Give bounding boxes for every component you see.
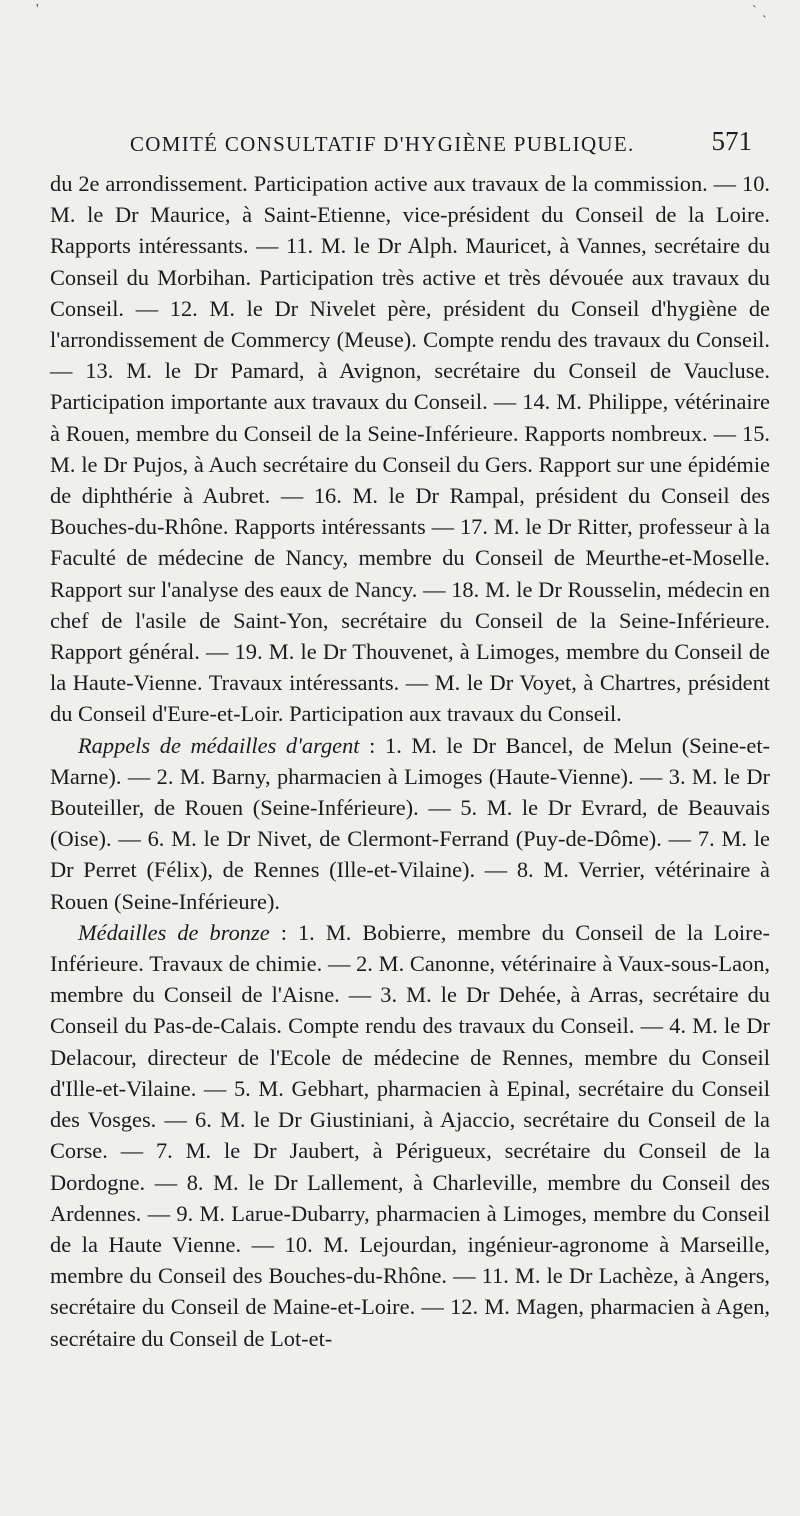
print-speck: ` [762, 14, 767, 29]
running-header [80, 124, 752, 164]
paragraph-lead: Rappels de médailles d'argent [78, 732, 360, 758]
paragraph-bronze-medals [50, 917, 770, 1354]
paragraph-lead: Médailles de bronze [78, 919, 270, 945]
paragraph-text: : 1. M. le Dr Bancel, de Melun (Seine-et-Marne). — 2. M. Barny, pharmacien à Limoges (Haute-Vienne). — 3. M. le Dr Bouteiller, de Rouen (Seine-Inférieure). — 5. M. le Dr Evrard, de Beauvais (Oise). — 6. M. le Dr Nivet, de Clermont-Ferrand (Puy-de-Dôme). — 7. M. le Dr Perret (Félix), de Rennes (Ille-et-Vilaine). — 8. M. Verrier, vétérinaire à Rouen (Seine-Inférieure). [50, 732, 770, 914]
running-title: COMITÉ CONSULTATIF D'HYGIÈNE PUBLIQUE. [130, 132, 635, 156]
paragraph-text: du 2e arrondissement. Participation active aux travaux de la commission. — 10. M. le Dr Maurice, à Saint-Etienne, vice-président du Conseil de la Loire. Rapports intéressants. — 11. M. le Dr Alph. Mauricet, à Vannes, secrétaire du Conseil du Morbihan. Participation très active et très dévouée aux travaux du Conseil. — 12. M. le Dr Nivelet père, président du Conseil d'hygiène de l'arrondissement de Commercy (Meuse). Compte rendu des travaux du Conseil. — 13. M. le Dr Pamard, à Avignon, secrétaire du Conseil de Vaucluse. Participation importante aux travaux du Conseil. — 14. M. Philippe, vétérinaire à Rouen, membre du Conseil de la Seine-Inférieure. Rapports nombreux. — 15. M. le Dr Pujos, à Auch secrétaire du Conseil du Gers. Rapport sur une épidémie de diphthérie à Aubret. — 16. M. le Dr Rampal, président du Conseil des Bouches-du-Rhône. Rapports intéressants — 17. M. le Dr Ritter, professeur à la Faculté de médecine de Nancy, membre du Conseil de Meurthe-et-Moselle. Rapport sur l'analyse des eaux de Nancy. — 18. M. le Dr Rousselin, médecin en chef de l'asile de Saint-Yon, secrétaire du Conseil de la Seine-Inférieure. Rapport général. — 19. M. le Dr Thouvenet, à Limoges, membre du Conseil de la Haute-Vienne. Travaux intéressants. — M. le Dr Voyet, à Chartres, président du Conseil d'Eure-et-Loir. Participation aux travaux du Conseil. [50, 171, 770, 727]
paragraph-silver-medal-recalls [50, 730, 770, 917]
paragraph-awards-continued [50, 168, 770, 730]
paragraph-text: : 1. M. Bobierre, membre du Conseil de la Loire-Inférieure. Travaux de chimie. — 2. M. Canonne, vétérinaire à Vaux-sous-Laon, membre du Conseil de l'Aisne. — 3. M. le Dr Dehée, à Arras, secrétaire du Conseil du Pas-de-Calais. Compte rendu des travaux du Conseil. — 4. M. le Dr Delacour, directeur de l'Ecole de médecine de Rennes, membre du Conseil d'Ille-et-Vilaine. — 5. M. Gebhart, pharmacien à Epinal, secrétaire du Conseil des Vosges. — 6. M. le Dr Giustiniani, à Ajaccio, secrétaire du Conseil de la Corse. — 7. M. le Dr Jaubert, à Périgueux, secrétaire du Conseil de la Dordogne. — 8. M. le Dr Lallement, à Charleville, membre du Conseil des Ardennes. — 9. M. Larue-Dubarry, pharmacien à Limoges, membre du Conseil de la Haute Vienne. — 10. M. Lejourdan, ingénieur-agronome à Marseille, membre du Conseil des Bouches-du-Rhône. — 11. M. le Dr Lachèze, à Angers, secrétaire du Conseil de Maine-et-Loire. — 12. M. Magen, pharmacien à Agen, secrétaire du Conseil de Lot-et- [50, 919, 770, 1351]
print-speck: ` [752, 4, 757, 19]
print-speck: ' [36, 2, 39, 17]
page-number: 571 [711, 126, 752, 156]
body-text [50, 168, 770, 1354]
